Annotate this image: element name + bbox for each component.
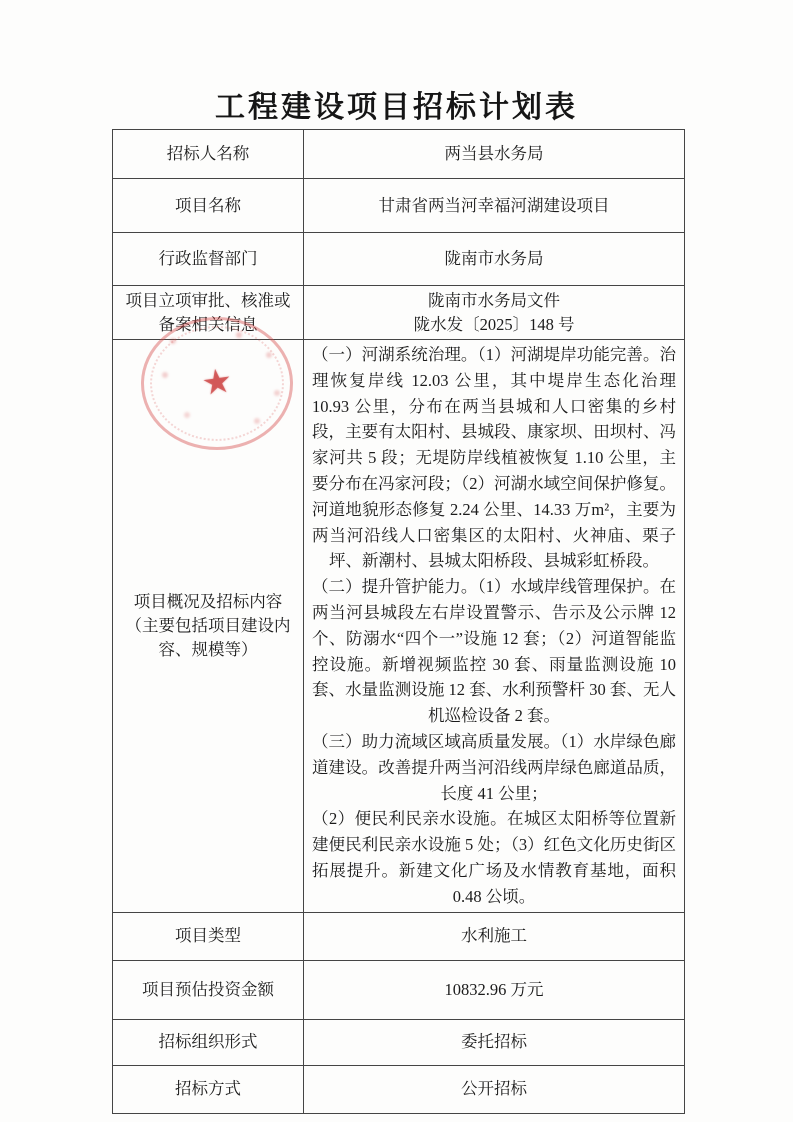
row-value-project-name: 甘肃省两当河幸福河湖建设项目 (304, 179, 685, 233)
row-value-approval-info (304, 286, 685, 340)
overview-paragraph-1: （一）河湖系统治理。（1）河湖堤岸功能完善。治理恢复岸线 12.03 公里，其中堤岸生态化治理 10.93 公里，分布在两当县城和人口密集的乡村段，主要有太阳村、县城段、康家坝、田坝村、冯家河共 5 段；无堤防岸线植被恢复 1.10 公里，主要分布在冯家河段；（2）河湖水域空间保护修复。河道地貌形态修复 2.24 公里、14.33 万m²，主要为两当河沿线人口密集区的太阳村、火神庙、栗子坪、新潮村、县城太阳桥段、县城彩虹桥段。 (312, 345, 676, 571)
row-value-supervising-department: 陇南市水务局 (304, 233, 685, 286)
approval-doc-issuer: 陇南市水务局文件 (428, 290, 560, 310)
row-label-project-overview: 项目概况及招标内容（主要包括项目建设内容、规模等） (113, 340, 304, 913)
table-row-project-type (113, 912, 685, 960)
row-label-bidder-name: 招标人名称 (113, 130, 304, 179)
row-label-supervising-department: 行政监督部门 (113, 233, 304, 286)
table-row-estimated-investment (113, 960, 685, 1019)
table-row-bidding-organization-form (113, 1019, 685, 1065)
row-label-project-name: 项目名称 (113, 179, 304, 233)
overview-paragraph-2: （二）提升管护能力。（1）水域岸线管理保护。在两当河县城段左右岸设置警示、告示及公示牌 12 个、防溺水“四个一”设施 12 套；（2）河道智能监控设施。新增视频监控 30 套、雨量监测设施 10 套、水量监测设施 12 套、水利预警杆 30 套、无人机巡检设备 2 套。 (312, 577, 676, 726)
row-value-bidder-name: 两当县水务局 (304, 130, 685, 179)
row-value-estimated-investment: 10832.96 万元 (304, 960, 685, 1019)
approval-doc-number: 陇水发〔2025〕148 号 (413, 314, 575, 334)
overview-paragraph-3: （三）助力流域区域高质量发展。（1）水岸绿色廊道建设。改善提升两当河沿线两岸绿色廊道品质，长度 41 公里； (312, 731, 676, 803)
row-value-project-overview (304, 340, 685, 913)
table-row-bidder-name (113, 130, 685, 179)
star-icon: ★ (199, 359, 235, 404)
row-label-estimated-investment: 项目预估投资金额 (113, 960, 304, 1019)
table-row-bidding-method (113, 1065, 685, 1113)
table-row-project-overview (113, 340, 685, 913)
row-value-bidding-method: 公开招标 (304, 1065, 685, 1113)
table-row-approval-info (113, 286, 685, 340)
row-value-bidding-organization-form: 委托招标 (304, 1019, 685, 1065)
row-label-approval-info: 项目立项审批、核准或备案相关信息 (113, 286, 304, 340)
table-row-project-name (113, 179, 685, 233)
bidding-plan-table (112, 129, 685, 1114)
document-title: 工程建设项目招标计划表 (215, 91, 578, 124)
overview-paragraph-4: （2）便民利民亲水设施。在城区太阳桥等位置新建便民利民亲水设施 5 处；（3）红色文化历史街区拓展提升。新建文化广场及水情教育基地，面积 0.48 公顷。 (312, 809, 676, 906)
row-label-bidding-method: 招标方式 (113, 1065, 304, 1113)
row-label-project-type: 项目类型 (113, 912, 304, 960)
table-row-supervising-department (113, 233, 685, 286)
row-value-project-type: 水利施工 (304, 912, 685, 960)
row-label-bidding-organization-form: 招标组织形式 (113, 1019, 304, 1065)
